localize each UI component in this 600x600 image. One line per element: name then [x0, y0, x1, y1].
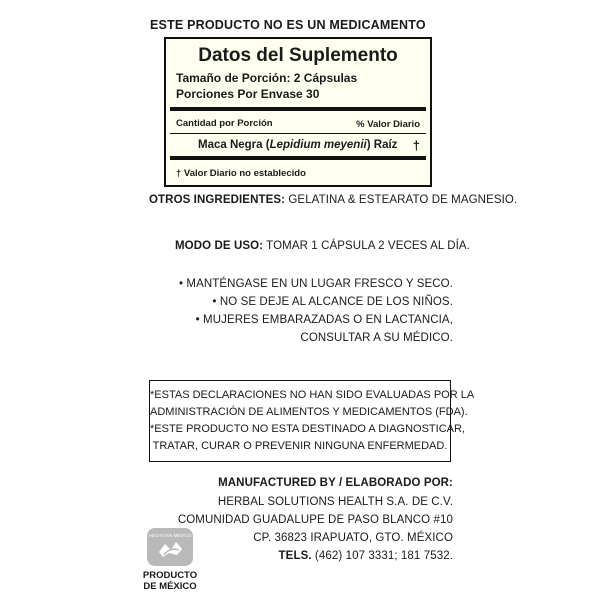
- origin-label-line: PRODUCTO: [142, 570, 198, 581]
- phones-label: TELS.: [278, 550, 312, 562]
- panel-divider-thick-2: [170, 156, 426, 160]
- panel-divider-thick: [170, 107, 426, 111]
- usage-text: TOMAR 1 CÁPSULA 2 VECES AL DÍA.: [263, 240, 470, 252]
- origin-label-line: DE MÉXICO: [143, 581, 197, 592]
- phones-value: (462) 107 3331; 181 7532.: [311, 550, 453, 562]
- manufacturer-phones: [279, 550, 453, 562]
- other-ingredients-text: GELATINA & ESTEARATO DE MAGNESIO.: [285, 194, 518, 206]
- disclaimer-line: *ESTE PRODUCTO NO ESTA DESTINADO A DIAGNOSTICAR,: [150, 423, 465, 435]
- warning-line: CONSULTAR A SU MÉDICO.: [300, 332, 453, 344]
- manufacturer-heading: MANUFACTURED BY / ELABORADO POR:: [218, 477, 453, 489]
- other-ingredients-label: OTROS INGREDIENTES:: [149, 194, 286, 206]
- manufacturer-line: CP. 36823 IRAPUATO, GTO. MÉXICO: [253, 532, 453, 544]
- manufacturer-line: COMUNIDAD GUADALUPE DE PASO BLANCO #10: [177, 514, 453, 526]
- hecho-en-mexico-icon: [147, 528, 193, 566]
- warning-line: • MUJERES EMBARAZADAS O EN LACTANCIA,: [195, 314, 453, 326]
- svg-text:HECHO EN MÉXICO: HECHO EN MÉXICO: [148, 533, 192, 538]
- supplement-facts-panel: [164, 37, 432, 187]
- disclaimer-line: *ESTAS DECLARACIONES NO HAN SIDO EVALUADAS POR LA: [150, 389, 475, 401]
- usage-label: MODO DE USO:: [175, 240, 264, 252]
- fda-disclaimer-box: [149, 380, 475, 462]
- servings-per-container: Porciones Por Envase 30: [176, 87, 320, 101]
- serving-size: Tamaño de Porción: 2 Cápsulas: [176, 71, 358, 85]
- product-origin-label: [138, 570, 202, 592]
- ingredient-prefix: Maca Negra (: [198, 139, 270, 151]
- dagger-mark: †: [412, 138, 420, 153]
- warning-line: • MANTÉNGASE EN UN LUGAR FRESCO Y SECO.: [179, 278, 453, 290]
- usage-instructions: [175, 240, 470, 252]
- warning-line: • NO SE DEJE AL ALCANCE DE LOS NIÑOS.: [212, 296, 453, 308]
- panel-title: Datos del Suplemento: [198, 45, 398, 66]
- ingredient-row: [198, 139, 397, 151]
- amount-header: Cantidad por Porción: [176, 118, 273, 129]
- daily-value-header: % Valor Diario: [356, 119, 420, 130]
- header-warning: ESTE PRODUCTO NO ES UN MEDICAMENTO: [150, 18, 426, 32]
- disclaimer-line: TRATAR, CURAR O PREVENIR NINGUNA ENFERMEDAD.: [152, 440, 448, 452]
- manufacturer-line: HERBAL SOLUTIONS HEALTH S.A. DE C.V.: [217, 496, 453, 508]
- disclaimer-line: ADMINISTRACIÓN DE ALIMENTOS Y MEDICAMENTOS (FDA).: [150, 406, 468, 418]
- panel-footnote: † Valor Diario no establecido: [176, 168, 306, 179]
- hecho-en-mexico-logo: [147, 528, 193, 566]
- ingredient-suffix: ) Raíz: [366, 139, 398, 151]
- panel-divider-thin: [170, 133, 426, 134]
- ingredient-latin-name: Lepidium meyenii: [269, 139, 367, 151]
- other-ingredients: [149, 194, 517, 206]
